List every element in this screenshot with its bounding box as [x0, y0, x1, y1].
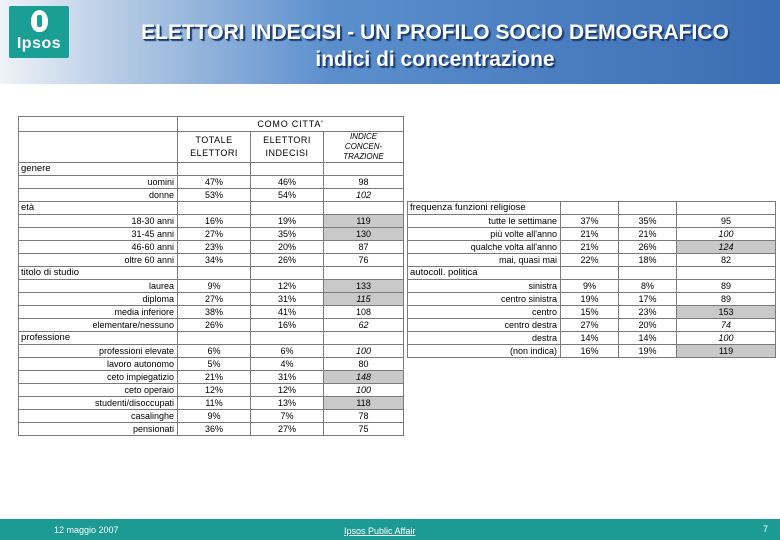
indice-value: 82 [677, 254, 776, 267]
indice-value: 89 [677, 280, 776, 293]
row-label: donne [19, 189, 178, 202]
table-row [408, 254, 776, 267]
title-line-2: indici di concentrazione [315, 48, 555, 71]
totale-value: 19% [561, 293, 619, 306]
indice-value: 95 [677, 215, 776, 228]
row-label: media inferiore [19, 306, 178, 319]
table-row [19, 228, 404, 241]
totale-value: 26% [178, 319, 251, 332]
indice-value: 133 [324, 280, 404, 293]
totale-value: 15% [561, 306, 619, 319]
indecisi-value: 31% [251, 371, 324, 384]
indecisi-value: 26% [251, 254, 324, 267]
indice-value: 74 [677, 319, 776, 332]
section-label: professione [19, 332, 178, 345]
table-row [19, 319, 404, 332]
indecisi-value: 4% [251, 358, 324, 371]
indecisi-value: 19% [251, 215, 324, 228]
table-row [19, 215, 404, 228]
indice-value: 100 [324, 345, 404, 358]
row-label: 18-30 anni [19, 215, 178, 228]
indecisi-value: 46% [251, 176, 324, 189]
indice-value: 100 [677, 332, 776, 345]
indecisi-value: 17% [619, 293, 677, 306]
section-row [408, 267, 776, 280]
indice-value: 87 [324, 241, 404, 254]
totale-value: 16% [561, 345, 619, 358]
totale-value: 53% [178, 189, 251, 202]
row-label: centro destra [408, 319, 561, 332]
indice-value: 153 [677, 306, 776, 319]
indecisi-value: 12% [251, 384, 324, 397]
table-row [408, 280, 776, 293]
table-row [19, 176, 404, 189]
table-row [19, 293, 404, 306]
row-label: centro sinistra [408, 293, 561, 306]
indecisi-value: 31% [251, 293, 324, 306]
section-label: titolo di studio [19, 267, 178, 280]
totale-value: 14% [561, 332, 619, 345]
totale-value: 38% [178, 306, 251, 319]
table-row [408, 345, 776, 358]
indecisi-value: 13% [251, 397, 324, 410]
indice-value: 119 [324, 215, 404, 228]
row-label: studenti/disoccupati [19, 397, 178, 410]
row-label: centro [408, 306, 561, 319]
footer-link[interactable]: Ipsos Public Affair [344, 526, 416, 536]
row-label: lavoro autonomo [19, 358, 178, 371]
section-row [19, 267, 404, 280]
totale-value: 22% [561, 254, 619, 267]
indecisi-value: 27% [251, 423, 324, 436]
indecisi-value: 7% [251, 410, 324, 423]
totale-value: 12% [178, 384, 251, 397]
indecisi-value: 20% [619, 319, 677, 332]
col-header-indice: INDICE CONCEN-TRAZIONE [324, 132, 404, 163]
indice-value: 98 [324, 176, 404, 189]
row-label: 31-45 anni [19, 228, 178, 241]
totale-value: 21% [561, 228, 619, 241]
indice-value: 80 [324, 358, 404, 371]
row-label: pensionati [19, 423, 178, 436]
totale-value: 27% [178, 293, 251, 306]
table-row [19, 241, 404, 254]
table-row [19, 397, 404, 410]
footer-date: 12 maggio 2007 [54, 525, 119, 535]
indice-value: 124 [677, 241, 776, 254]
table-row [19, 423, 404, 436]
totale-value: 23% [178, 241, 251, 254]
indice-value: 118 [324, 397, 404, 410]
indecisi-value: 8% [619, 280, 677, 293]
group-header: COMO CITTA' [178, 117, 404, 132]
title-line-1: ELETTORI INDECISI - UN PROFILO SOCIO DEMOGRAFICO [141, 21, 729, 44]
section-label: genere [19, 163, 178, 176]
indecisi-value: 16% [251, 319, 324, 332]
indecisi-value: 14% [619, 332, 677, 345]
totale-value: 27% [178, 228, 251, 241]
totale-value: 6% [178, 345, 251, 358]
row-label: (non indica) [408, 345, 561, 358]
table-row [408, 332, 776, 345]
indice-value: 108 [324, 306, 404, 319]
table-row [408, 293, 776, 306]
totale-value: 27% [561, 319, 619, 332]
totale-value: 36% [178, 423, 251, 436]
row-label: mai, quasi mai [408, 254, 561, 267]
row-label: qualche volta all'anno [408, 241, 561, 254]
indecisi-value: 6% [251, 345, 324, 358]
table-row [19, 410, 404, 423]
indice-value: 130 [324, 228, 404, 241]
indice-value: 62 [324, 319, 404, 332]
totale-value: 16% [178, 215, 251, 228]
table-row [408, 228, 776, 241]
indecisi-value: 35% [251, 228, 324, 241]
table-row [408, 241, 776, 254]
indice-value: 119 [677, 345, 776, 358]
page-number: 7 [763, 524, 769, 534]
page-title [100, 19, 770, 73]
totale-value: 5% [178, 358, 251, 371]
section-row [408, 202, 776, 215]
table-row [19, 358, 404, 371]
section-row [19, 202, 404, 215]
section-row [19, 163, 404, 176]
logo-text: Ipsos [16, 35, 62, 52]
indecisi-value: 21% [619, 228, 677, 241]
main-profile-table [18, 116, 404, 436]
table-row [408, 319, 776, 332]
totale-value: 9% [178, 280, 251, 293]
totale-value: 9% [178, 410, 251, 423]
indice-value: 102 [324, 189, 404, 202]
indecisi-value: 23% [619, 306, 677, 319]
row-label: 46-60 anni [19, 241, 178, 254]
row-label: ceto operaio [19, 384, 178, 397]
indice-value: 100 [324, 384, 404, 397]
col-header-totale: TOTALE ELETTORI [178, 132, 251, 163]
table-row [19, 306, 404, 319]
row-label: uomini [19, 176, 178, 189]
totale-value: 34% [178, 254, 251, 267]
ipsos-logo [9, 6, 69, 58]
table-row [19, 254, 404, 267]
section-label: autocoll. politica [408, 267, 561, 280]
indice-value: 89 [677, 293, 776, 306]
totale-value: 9% [561, 280, 619, 293]
indecisi-value: 18% [619, 254, 677, 267]
row-label: tutte le settimane [408, 215, 561, 228]
indecisi-value: 20% [251, 241, 324, 254]
row-label: diploma [19, 293, 178, 306]
table-row [19, 345, 404, 358]
totale-value: 11% [178, 397, 251, 410]
table-row [408, 215, 776, 228]
indice-value: 115 [324, 293, 404, 306]
table-row [19, 189, 404, 202]
indecisi-value: 26% [619, 241, 677, 254]
indecisi-value: 35% [619, 215, 677, 228]
row-label: professioni elevate [19, 345, 178, 358]
row-label: elementare/nessuno [19, 319, 178, 332]
row-label: ceto impiegatizio [19, 371, 178, 384]
row-label: casalinghe [19, 410, 178, 423]
indice-value: 78 [324, 410, 404, 423]
table-row [19, 384, 404, 397]
ipsos-logo-icon [31, 10, 48, 32]
header-banner [0, 0, 780, 84]
table-row [19, 280, 404, 293]
row-label: oltre 60 anni [19, 254, 178, 267]
section-row [19, 332, 404, 345]
totale-value: 47% [178, 176, 251, 189]
section-label: frequenza funzioni religiose [408, 202, 561, 215]
totale-value: 21% [178, 371, 251, 384]
table-row [19, 371, 404, 384]
indice-value: 75 [324, 423, 404, 436]
table-row [408, 306, 776, 319]
indice-value: 148 [324, 371, 404, 384]
side-profile-table [407, 201, 776, 358]
indecisi-value: 19% [619, 345, 677, 358]
row-label: destra [408, 332, 561, 345]
row-label: sinistra [408, 280, 561, 293]
totale-value: 21% [561, 241, 619, 254]
footer-bar [0, 519, 780, 540]
col-header-indecisi: ELETTORI INDECISI [251, 132, 324, 163]
totale-value: 37% [561, 215, 619, 228]
row-label: più volte all'anno [408, 228, 561, 241]
row-label: laurea [19, 280, 178, 293]
indice-value: 76 [324, 254, 404, 267]
indice-value: 100 [677, 228, 776, 241]
indecisi-value: 12% [251, 280, 324, 293]
indecisi-value: 41% [251, 306, 324, 319]
section-label: età [19, 202, 178, 215]
indecisi-value: 54% [251, 189, 324, 202]
